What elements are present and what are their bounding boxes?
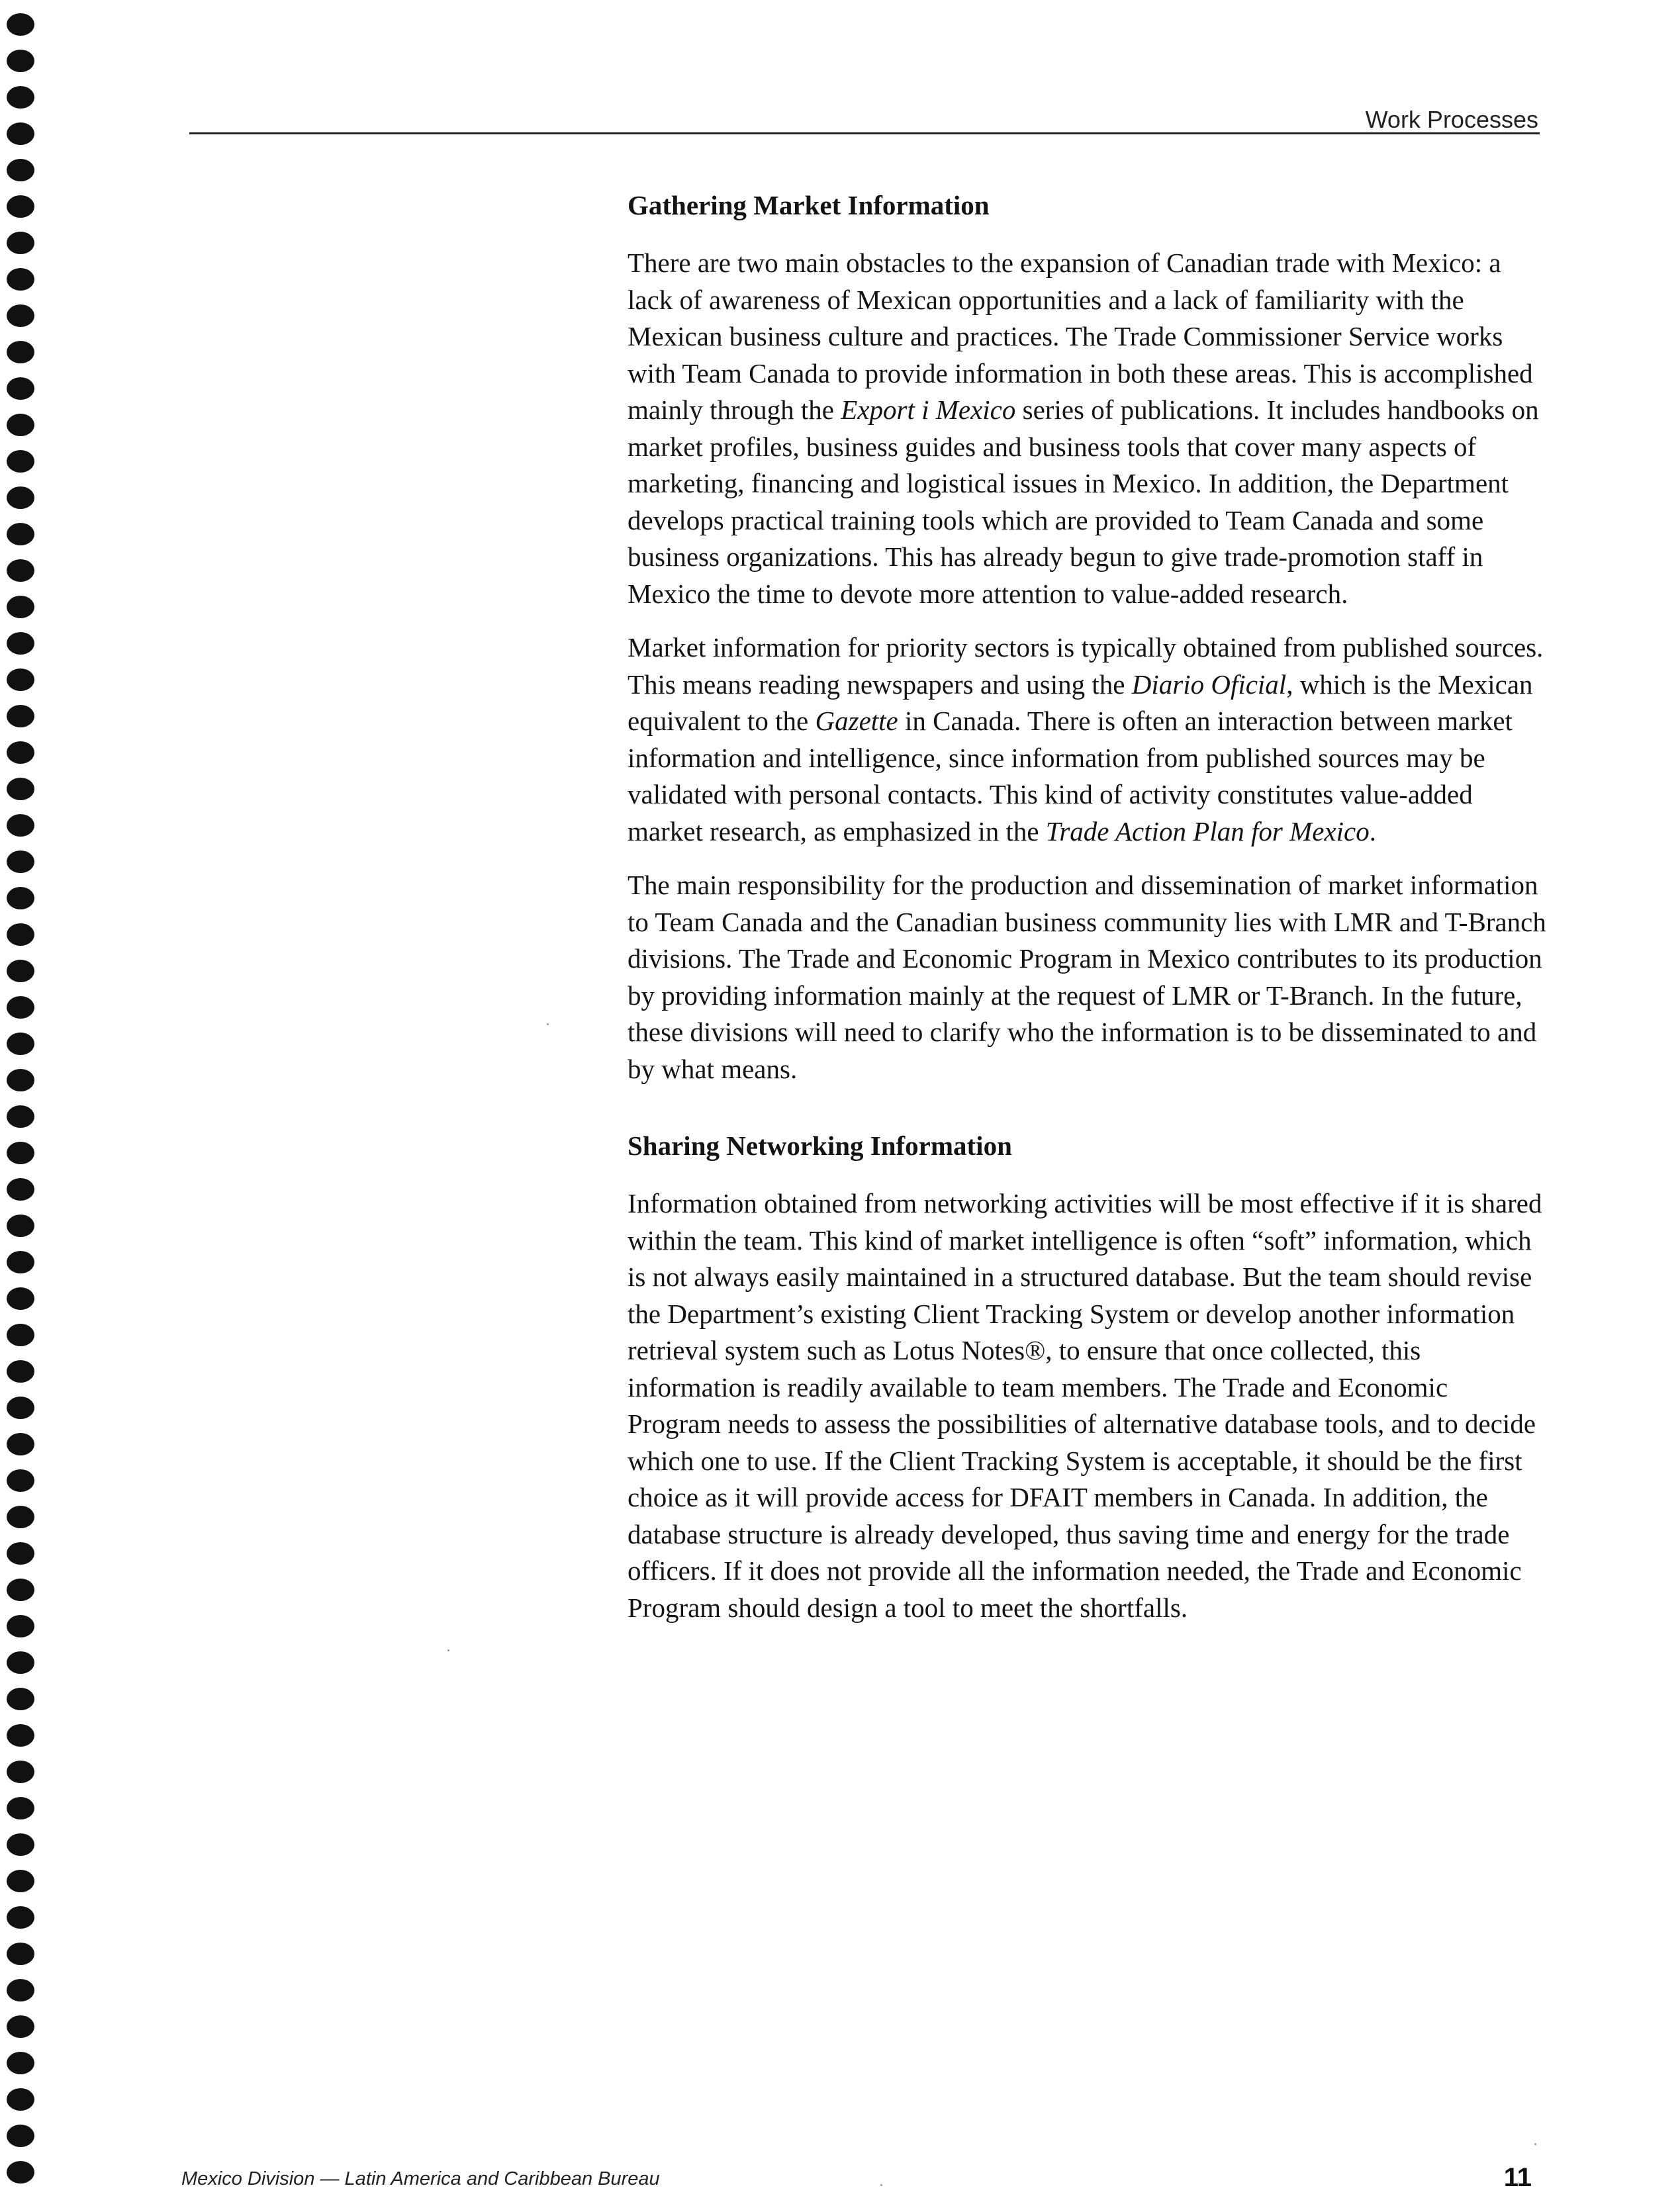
binding-hole (7, 1178, 34, 1201)
binding-hole (7, 1615, 34, 1637)
binding-hole (7, 1033, 34, 1055)
binding-hole (7, 86, 34, 109)
binding-hole (7, 1287, 34, 1310)
binding-hole (7, 2088, 34, 2111)
binding-hole (7, 1833, 34, 1856)
binding-hole (7, 923, 34, 946)
binding-hole (7, 159, 34, 181)
binding-hole (7, 705, 34, 727)
binding-hole (7, 1724, 34, 1747)
binding-hole (7, 1906, 34, 1929)
binding-hole (7, 523, 34, 545)
section-heading: Sharing Networking Information (628, 1130, 1012, 1161)
binding-hole (7, 632, 34, 655)
paragraph (628, 629, 1548, 850)
binding-hole (7, 1870, 34, 1892)
binding-hole (7, 1651, 34, 1674)
binding-hole (7, 850, 34, 873)
text-run: series of publications. It includes handbooks on market profiles, business guides and business tools that cover many aspects of marketing, financing and logistical issues in Mexico. In addition, the Department develops practical training tools which are provided to Team Canada and some business organizations. This has already begun to give trade-promotion staff in Mexico the time to devote more attention to value-added research. (628, 394, 1539, 609)
italic-text-run: Export i Mexico (841, 394, 1016, 425)
binding-hole (7, 2052, 34, 2074)
scan-speck (880, 2184, 882, 2186)
binding-hole (7, 377, 34, 400)
italic-text-run: Diario Oficial (1131, 668, 1287, 700)
binding-hole (7, 1542, 34, 1565)
binding-hole (7, 960, 34, 982)
binding-hole (7, 13, 34, 36)
binding-hole (7, 304, 34, 327)
binding-hole (7, 232, 34, 254)
text-run: Information obtained from networking activities will be most effective if it is shared within the team. This kind of market intelligence is often “soft” information, which is not always easily maintained in a structured database. But the team should revise the Department’s existing Client Tracking System or develop another information retrieval system such as Lotus Notes®, to ensure that once collected, this information is readily available to team members. The Trade and Economic Program needs to assess the possibilities of alternative database tools, and to decide which one to use. If the Client Tracking System is acceptable, it should be the first choice as it will provide access for DFAIT members in Canada. In addition, the database structure is already developed, thus saving time and energy for the trade officers. If it does not provide all the information needed, the Trade and Economic Program should design a tool to meet the shortfalls. (628, 1188, 1542, 1623)
scan-speck (1534, 2143, 1536, 2145)
text-run: in Canada. There is often an interaction between market information and intelligence, since information from published sources may be validated with personal contacts. This kind of activity constitutes value-added market research, as emphasized in the (628, 706, 1513, 847)
binding-hole (7, 1761, 34, 1783)
binding-hole (7, 2161, 34, 2183)
binding-hole (7, 559, 34, 582)
binding-hole (7, 195, 34, 218)
binding-hole (7, 1324, 34, 1346)
binding-hole (7, 341, 34, 363)
binding-hole (7, 1506, 34, 1528)
binding-hole (7, 450, 34, 473)
main-content (628, 188, 1548, 1643)
binding-hole (7, 268, 34, 291)
binding-hole (7, 741, 34, 764)
paragraph (628, 1185, 1548, 1626)
binding-hole (7, 1943, 34, 1965)
binding-hole (7, 122, 34, 145)
binding-hole (7, 1251, 34, 1273)
text-run: Market information for priority sectors is typically obtained from published sources. This means reading newspapers and using the (628, 632, 1544, 700)
header-rule (189, 132, 1540, 134)
binding-hole (7, 1579, 34, 1601)
italic-text-run: Gazette (815, 706, 898, 736)
binding-hole (7, 1105, 34, 1128)
binding-hole (7, 414, 34, 436)
footer-division-label: Mexico Division — Latin America and Caribbean Bureau (181, 2168, 660, 2189)
paragraph (628, 245, 1548, 612)
scan-speck (547, 1023, 549, 1025)
paragraph (628, 867, 1548, 1087)
italic-text-run: Trade Action Plan for Mexico (1045, 815, 1370, 847)
page-number: 11 (1503, 2163, 1532, 2192)
section-gathering-market-information (628, 188, 1548, 1087)
binding-hole (7, 1797, 34, 1819)
running-header-title: Work Processes (1365, 106, 1538, 133)
binding-hole (7, 1397, 34, 1419)
binding-hole (7, 996, 34, 1019)
section-heading: Gathering Market Information (628, 190, 990, 220)
binding-hole (7, 596, 34, 618)
section-sharing-networking-information (628, 1128, 1548, 1626)
binding-hole (7, 887, 34, 909)
binding-hole (7, 1360, 34, 1383)
binding-hole (7, 1142, 34, 1164)
binding-hole (7, 668, 34, 691)
text-run: There are two main obstacles to the expansion of Canadian trade with Mexico: a lack of awareness of Mexican opportunities and a lack of familiarity with the Mexican business culture and practices. The Trade Commissioner Service works with Team Canada to provide information in both these areas. This is accomplished mainly through the (628, 248, 1533, 425)
text-run: The main responsibility for the production and dissemination of market information to Team Canada and the Canadian business community lies with LMR and T-Branch divisions. The Trade and Economic Program in Mexico contributes to its production by providing information mainly at the request of LMR or T-Branch. In the future, these divisions will need to clarify who the information is to be disseminated to and by what means. (628, 870, 1546, 1084)
binding-hole (7, 486, 34, 509)
binding-hole (7, 1979, 34, 2001)
binding-hole (7, 814, 34, 837)
spiral-binding-holes (4, 13, 40, 2197)
binding-hole (7, 50, 34, 72)
binding-hole (7, 1688, 34, 1710)
binding-hole (7, 2125, 34, 2147)
binding-hole (7, 1069, 34, 1091)
binding-hole (7, 2015, 34, 2038)
text-run: , which is the Mexican equivalent to the (628, 668, 1533, 736)
binding-hole (7, 1433, 34, 1455)
scan-speck (447, 1649, 449, 1651)
text-run: . (1369, 815, 1376, 847)
binding-hole (7, 778, 34, 800)
binding-hole (7, 1469, 34, 1492)
binding-hole (7, 1215, 34, 1237)
